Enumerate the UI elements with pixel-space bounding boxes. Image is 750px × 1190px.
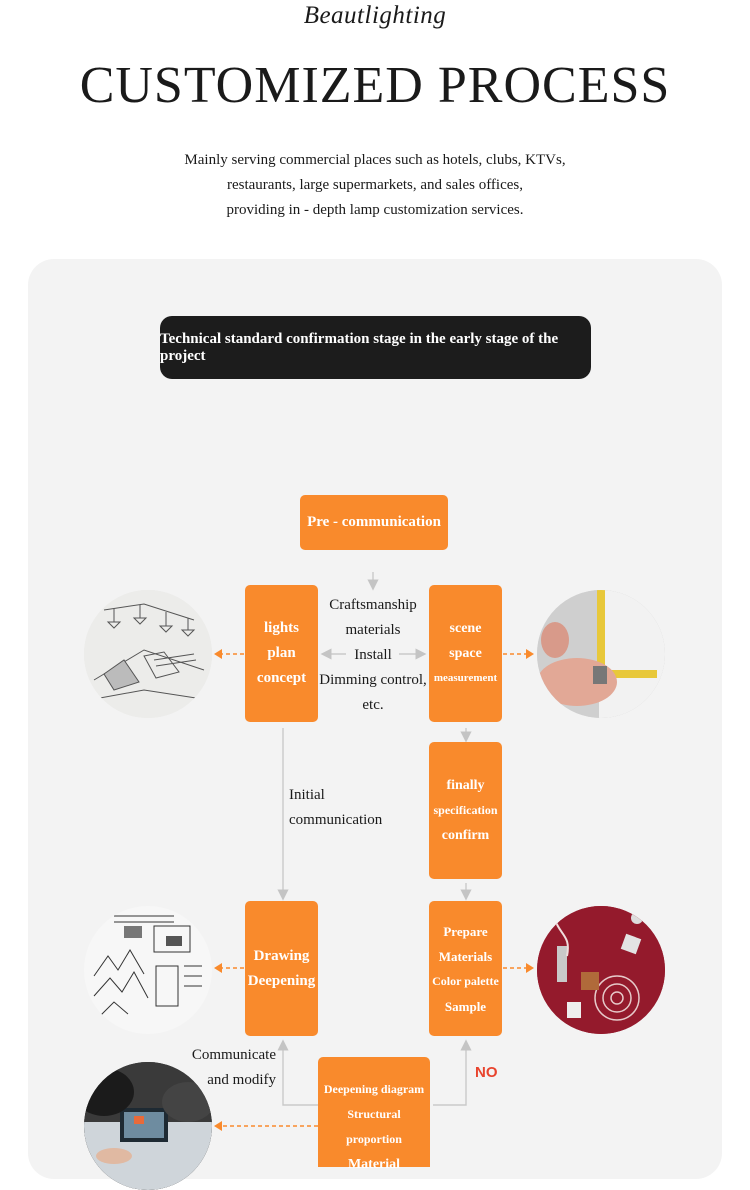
arrow-communicate-modify xyxy=(283,1045,318,1105)
label-line: Install xyxy=(354,647,392,663)
materials-photo xyxy=(537,906,665,1034)
meeting-photo xyxy=(84,1062,212,1190)
scene-space-measurement-box xyxy=(429,585,502,722)
box-label: Materials xyxy=(438,948,493,964)
label-line: Initial xyxy=(289,787,325,803)
lights-plan-concept-box xyxy=(245,585,318,722)
box-label: Deepening diagram xyxy=(323,1082,425,1096)
drawing-deepening-box xyxy=(245,901,318,1036)
arrow-no-return xyxy=(433,1045,466,1105)
brand-logo-text: Beautlighting xyxy=(303,2,447,29)
box-label: scene xyxy=(449,621,482,636)
prepare-materials-box xyxy=(429,901,502,1036)
craftsmanship-label xyxy=(316,593,430,718)
drawing-image xyxy=(84,906,212,1034)
label-line: Craftsmanship xyxy=(329,597,417,613)
communicate-modify-label xyxy=(188,1043,276,1093)
box-label: specification xyxy=(433,803,498,817)
intro-line: restaurants, large supermarkets, and sales offices, xyxy=(226,177,523,193)
finally-specification-confirm-box xyxy=(429,742,502,879)
box-label: Sample xyxy=(444,998,487,1014)
label-line: communication xyxy=(289,812,383,828)
box-label: concept xyxy=(256,670,307,686)
page-title: CUSTOMIZED PROCESS xyxy=(79,57,671,114)
label-line: and modify xyxy=(207,1072,276,1088)
box-label: finally xyxy=(446,778,485,793)
no-label: NO xyxy=(475,1064,498,1081)
box-label: lights xyxy=(263,620,299,636)
box-label: Prepare xyxy=(443,923,488,939)
measurement-photo xyxy=(537,590,665,718)
box-label: Drawing xyxy=(253,947,310,964)
deepening-diagram-box xyxy=(318,1057,430,1172)
sketch-image xyxy=(84,590,212,718)
box-label: Pre - communication xyxy=(307,514,441,530)
initial-communication-label xyxy=(289,783,382,833)
box-label: space xyxy=(449,646,482,661)
box-label: measurement xyxy=(433,672,498,684)
box-label: Deepening xyxy=(247,972,316,989)
intro-line: providing in - depth lamp customization services. xyxy=(226,202,524,218)
label-line: materials xyxy=(345,622,401,638)
label-line: Dimming control, xyxy=(319,672,427,688)
box-label: Structural proportion xyxy=(346,1107,402,1146)
pre-communication-box xyxy=(300,495,448,550)
box-label: Material xyxy=(347,1157,401,1172)
box-label: confirm xyxy=(441,828,490,843)
intro-line: Mainly serving commercial places such as hotels, clubs, KTVs, xyxy=(184,152,566,168)
stage-banner: Technical standard confirmation stage in the early stage of the project xyxy=(160,316,591,379)
label-line: Communicate xyxy=(191,1047,276,1063)
box-label: plan xyxy=(267,645,296,661)
label-line: etc. xyxy=(362,697,384,713)
box-label: Color palette xyxy=(432,973,499,988)
